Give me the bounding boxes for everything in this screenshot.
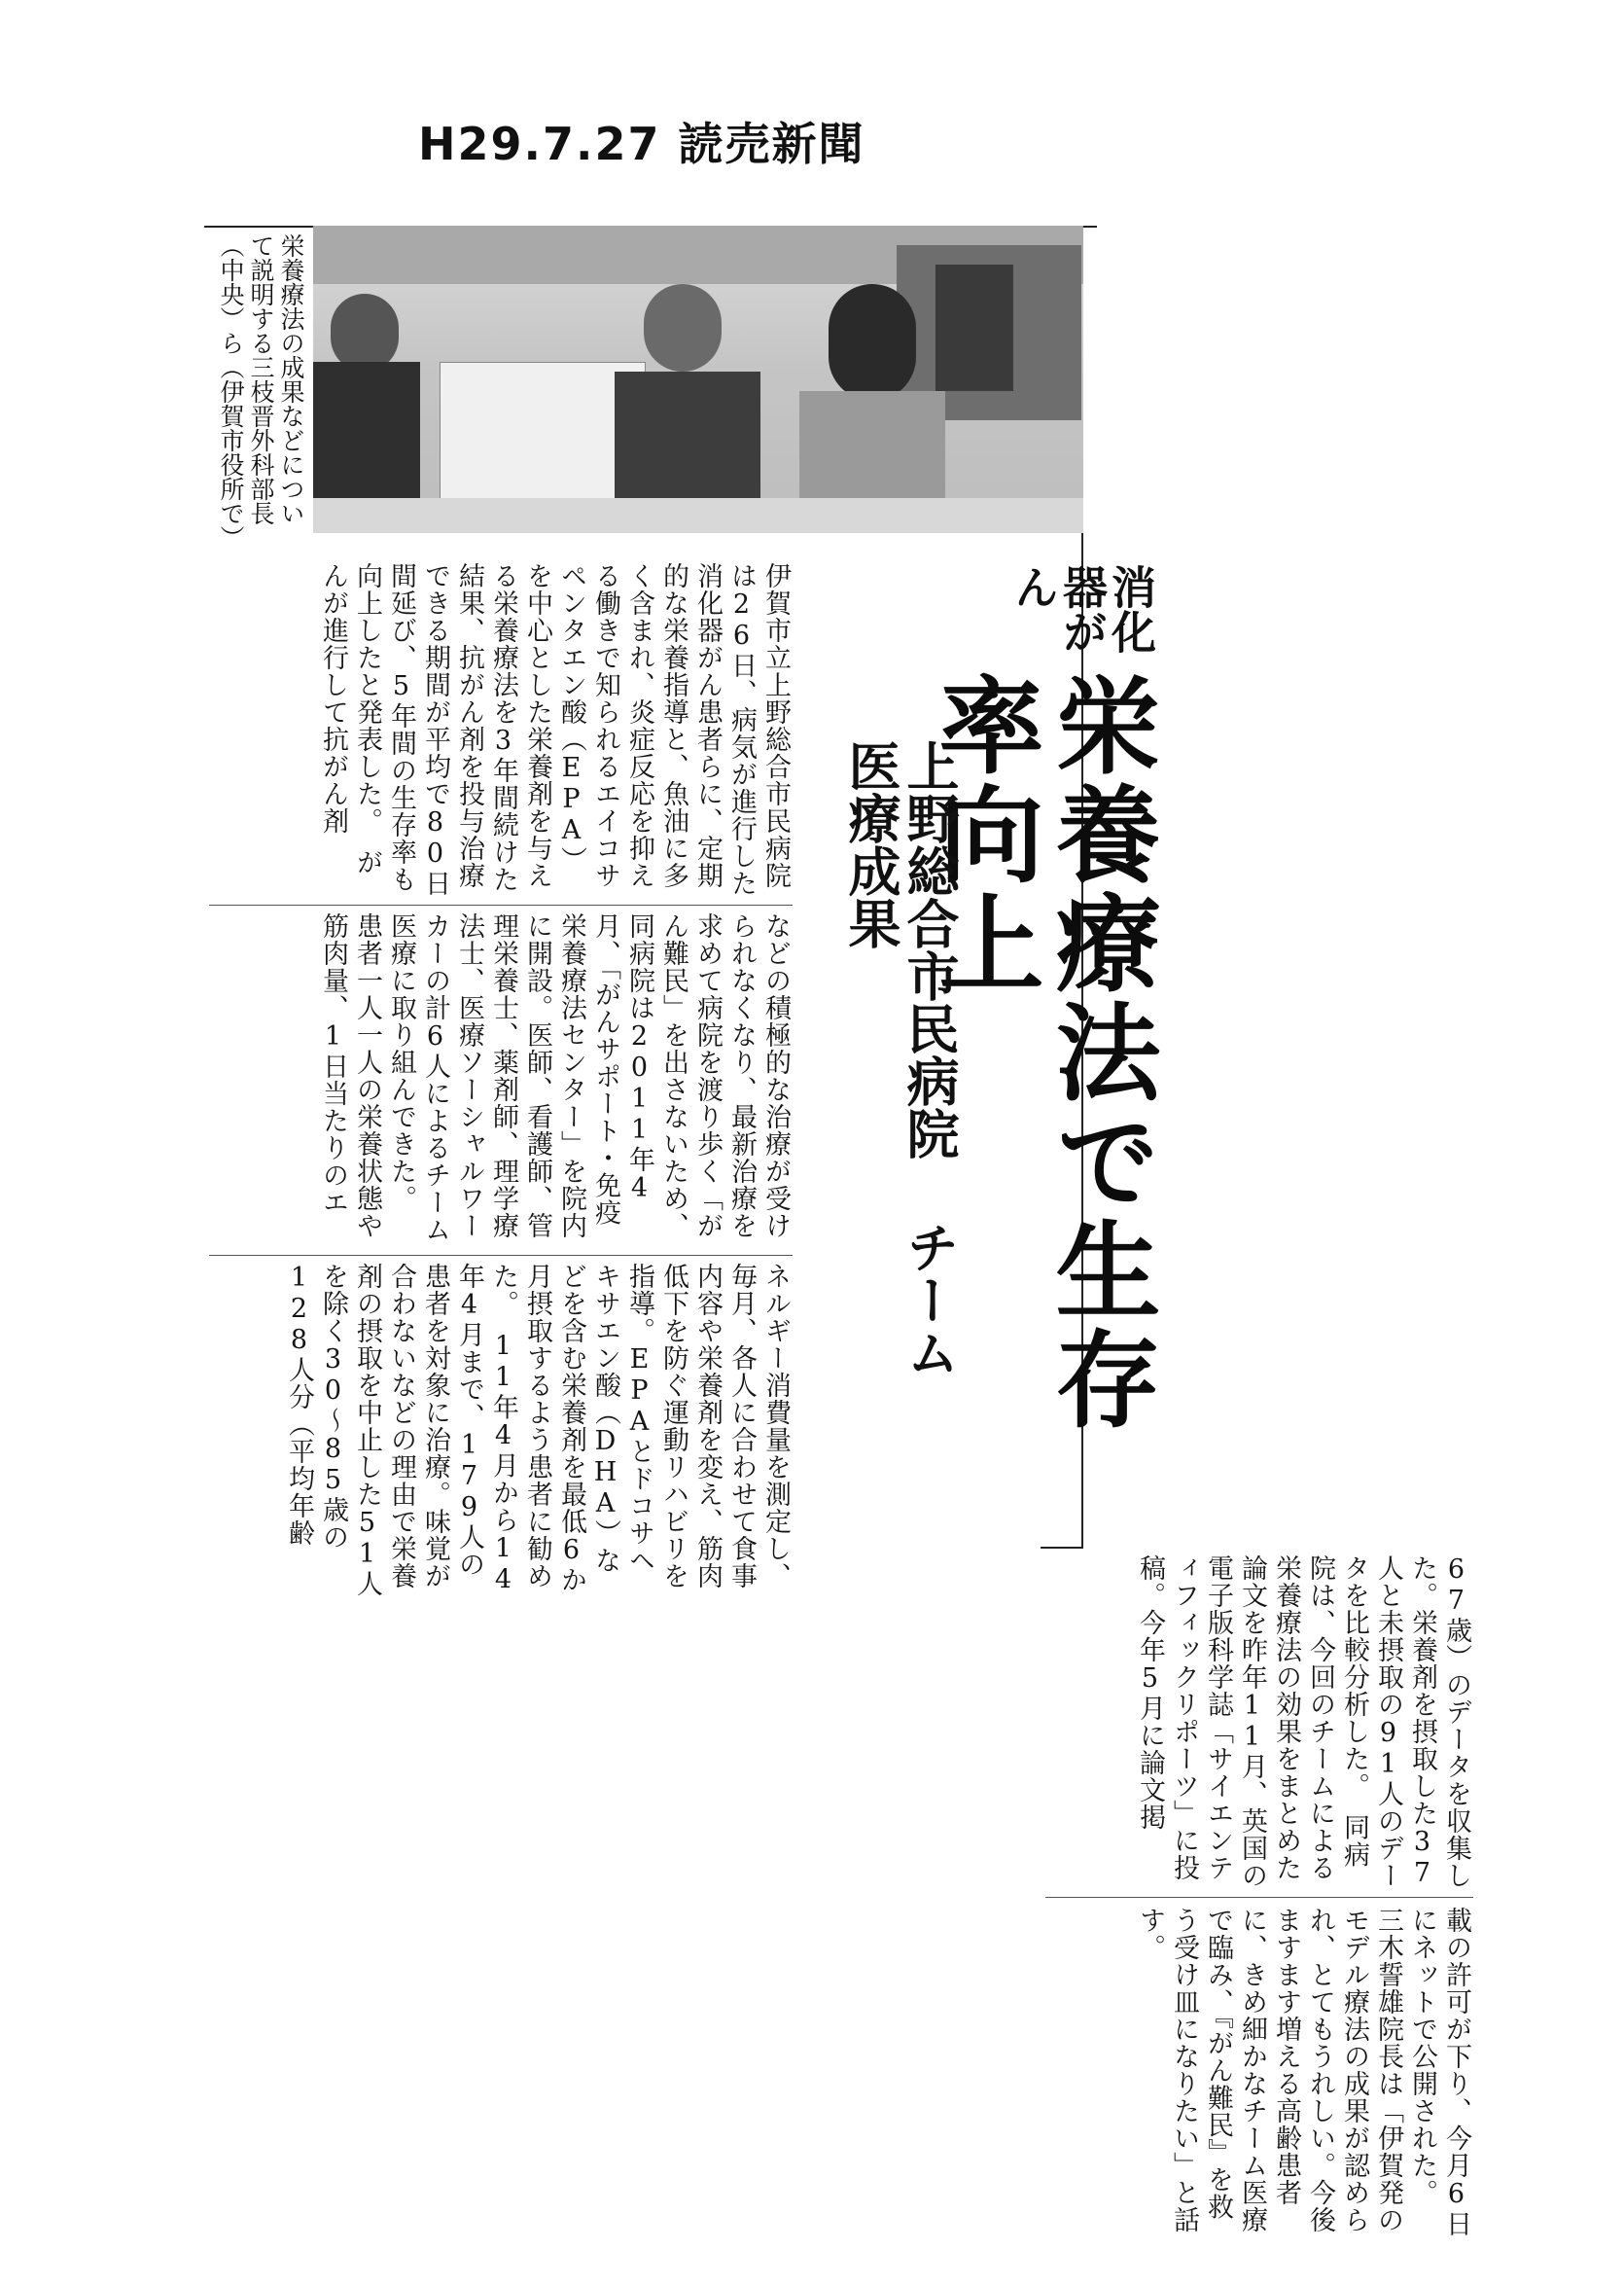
band-divider-2 <box>209 1255 793 1256</box>
body-text-block-2a: 67歳）のデータを収集した。栄養剤を摂取した37人と未摂取の91人のデータを比較分析した。 同病院は、今回のチームによる栄養療法の効果をまとめた論文を昨年11月、英国の電子版科学誌「サイエンティフィックリポーツ」に投稿。今年5月に論文掲 <box>1135 1554 1471 1889</box>
article-lower-rule <box>1041 1547 1083 1549</box>
photo-caption: 栄養療法の成果などについて説明する三枝晋外科部長（中央）ら（伊賀市役所で） <box>217 233 305 550</box>
kicker: 消化器がん <box>1007 564 1157 654</box>
article-photo <box>313 226 1083 533</box>
body-text-block-1c: ネルギー消費量を測定し、毎月、各人に合わせて食事内容や栄養剤を変え、筋肉低下を防ぐ運動リハビリを指導。EPAとドコサヘキサエン酸（DHA）などを含む栄養剤を最低6か月摂取するよう患者に勧めた。 11年4月から14年4月まで、179人の患者を対象に治療。味覚が合わないなどの理由で栄養剤の摂取を中止した51人を除く30〜85歳の128人分（平均年齢 <box>284 1263 791 1597</box>
body-text-block-1a: 伊賀市立上野総合市民病院は26日、病気が進行した消化器がん患者らに、定期的な栄養指導と、魚油に多く含まれ、炎症反応を抑える働きで知られるエイコサペンタエン酸（EPA）を中心とした栄養剤を与える栄養療法を3年間続けた結果、抗がん剤を投与治療できる期間が平均で80日間延び、5年間の生存率も向上したと発表した。 がんが進行して抗がん剤 <box>318 562 791 897</box>
headline: 栄養療法で生存率向上 <box>921 671 1160 1434</box>
date-source-header: H29.7.27 読売新聞 <box>418 118 865 170</box>
body-text-block-1b: などの積極的な治療が受けられなくなり、最新治療を求めて病院を渡り歩く「がん難民」を出さないため、同病院は2011年4月、「がんサポート・免疫栄養療法センター」を院内に開設。医師、看護師、管理栄養士、薬剤師、理学療法士、医療ソーシャルワーカーの計6人によるチーム医療に取り組んできた。 患者一人一人の栄養状態や筋肉量、1日当たりのエ <box>318 912 791 1243</box>
body-text-block-2b: 載の許可が下り、今月6日にネットで公開された。 三木誓雄院長は「伊賀発のモデル療法の成果が認められ、とてもうれしい。今後ますます増える高齢患者に、きめ細かなチーム医療で臨み、『がん難民』を救う受け皿になりたい」と話す。 <box>1135 1907 1471 2237</box>
band-divider-3 <box>1045 1897 1473 1898</box>
band-divider-1 <box>209 905 793 906</box>
subhead: 上野総合市民病院 チーム医療成果 <box>840 739 960 1378</box>
